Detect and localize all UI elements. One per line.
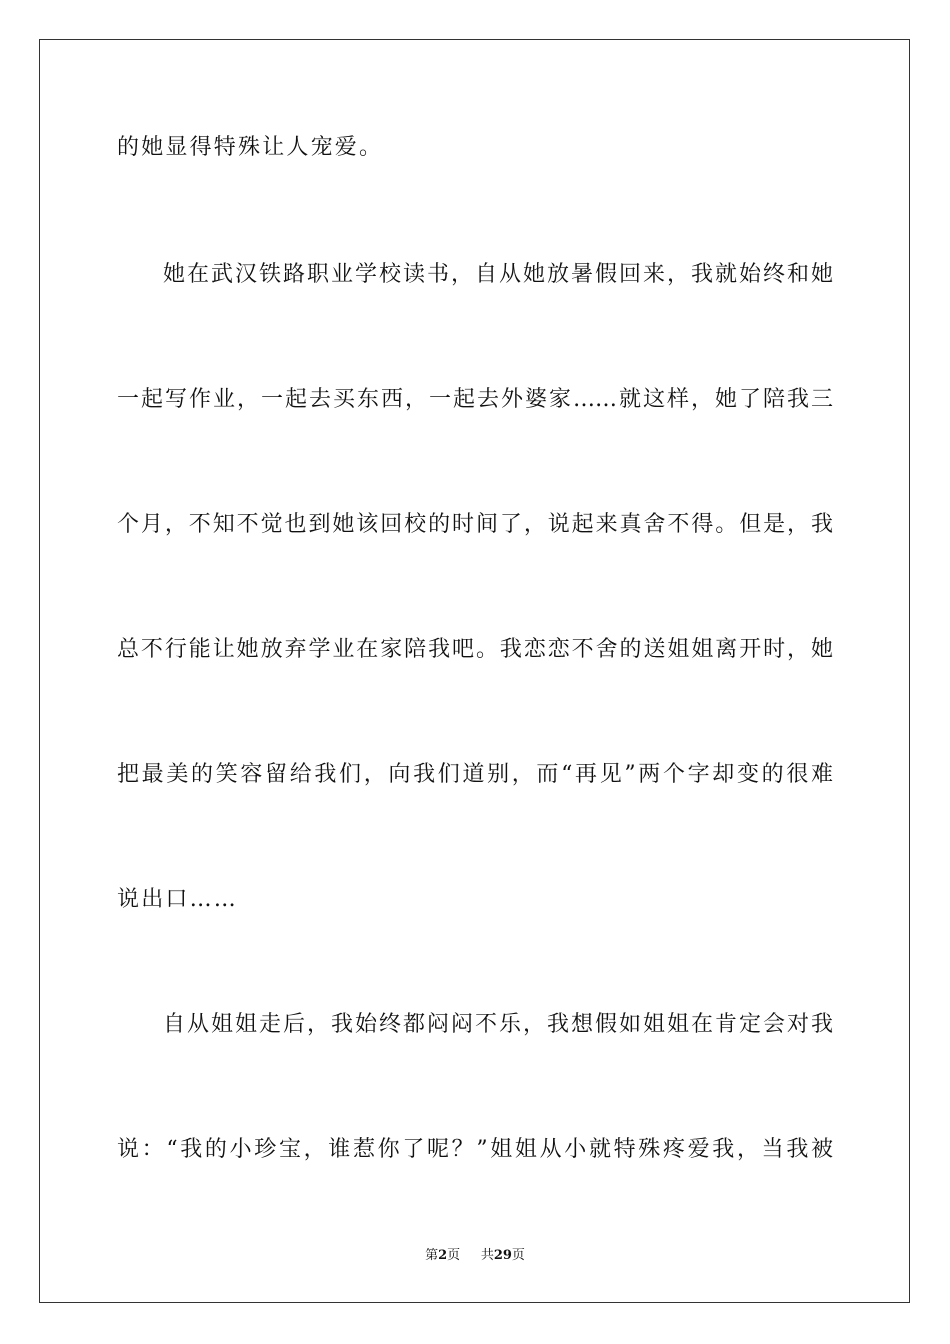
text-line: 的她显得特殊让人宠爱。 xyxy=(117,135,384,160)
page-border xyxy=(39,39,910,1303)
page-number-label: 第2页 xyxy=(425,1248,461,1263)
text-line: 说：“我的小珍宝，谁惹你了呢？”姐姐从小就特殊疼爱我，当我被 xyxy=(117,1137,833,1162)
text-line: 说出口…… xyxy=(117,887,239,912)
text-line: 总不行能让她放弃学业在家陪我吧。我恋恋不舍的送姐姐离开时，她 xyxy=(117,637,833,662)
text-line: 自从姐姐走后，我始终都闷闷不乐，我想假如姐姐在肯定会对我 xyxy=(163,1012,833,1037)
page-total-label: 共29页 xyxy=(480,1248,525,1263)
text-line: 把最美的笑容留给我们，向我们道别，而“再见”两个字却变的很难 xyxy=(117,762,833,787)
text-line: 她在武汉铁路职业学校读书，自从她放暑假回来，我就始终和她 xyxy=(163,262,833,287)
page-footer xyxy=(0,1248,950,1264)
text-line: 一起写作业，一起去买东西，一起去外婆家……就这样，她了陪我三 xyxy=(117,387,833,412)
text-line: 个月，不知不觉也到她该回校的时间了，说起来真舍不得。但是，我 xyxy=(117,512,833,537)
